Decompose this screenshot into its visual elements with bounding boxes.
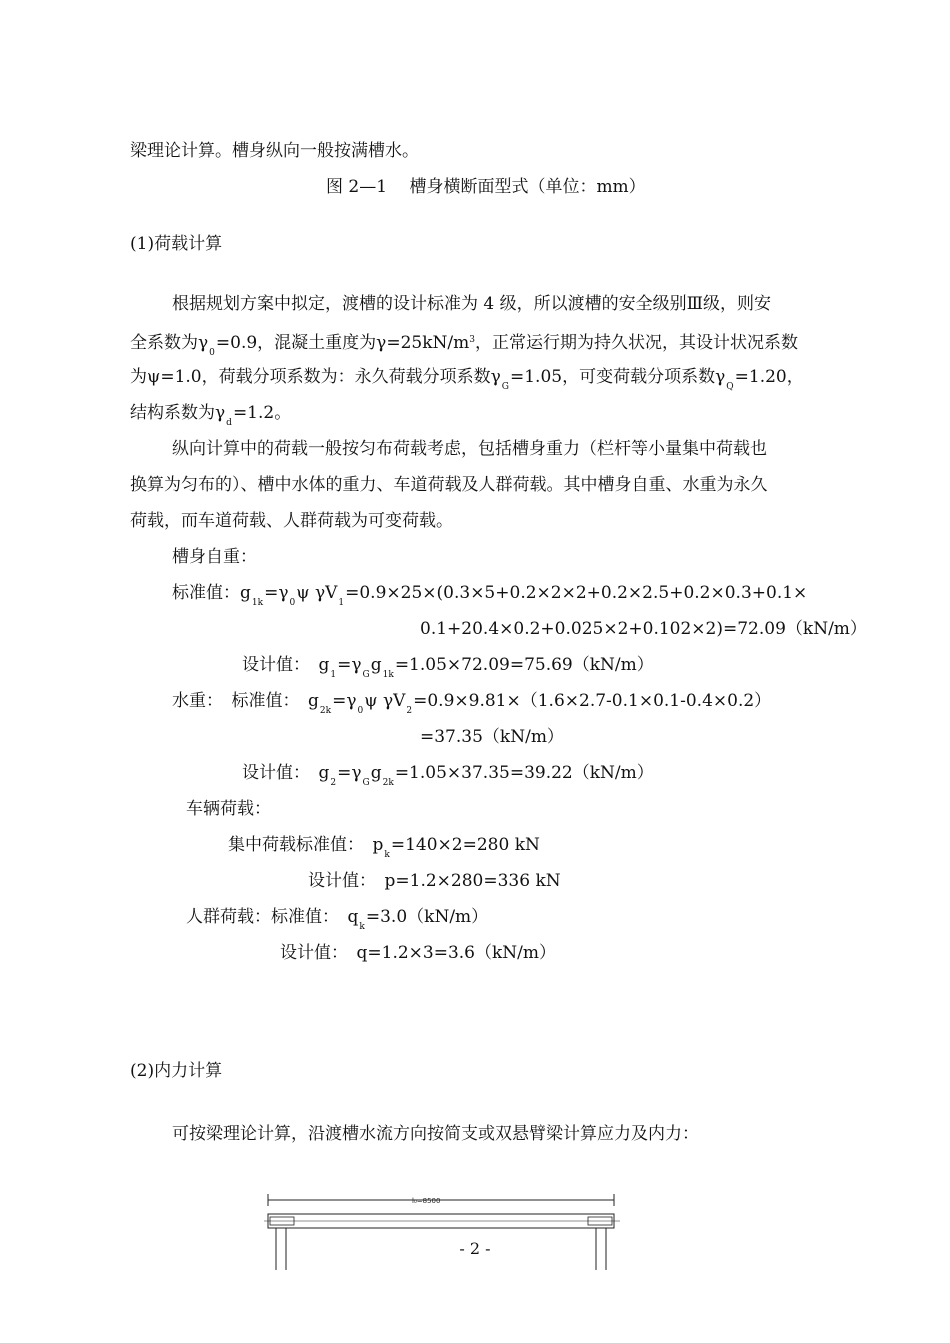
figure-caption: 图 2—1 槽身横断面型式（单位：mm） (326, 177, 646, 197)
paragraph-line: 为ψ=1.0，荷载分项系数为：永久荷载分项系数$\gamma_G=1.05$，可变荷载分项系数$\gamma_Q=1.20$， (130, 367, 804, 392)
subheading: 槽身自重： (172, 547, 257, 567)
section-heading: (1)荷载计算 (130, 234, 223, 254)
formula-line: 标准值：$g_{1k}=\gamma_0\psi$ $\gamma V_1=0.9\times 25\times(0.3\times 5+0.2\times 2\times 2+0.2\times 2.5+0.2\times 0.3+0.1\times$ (172, 583, 808, 608)
paragraph-line: 全系数为$\gamma_0=0.9$，混凝土重度为$\gamma=25kN/m^3$，正常运行期为持久状况，其设计状况系数 (130, 333, 798, 358)
formula-line: 人群荷载：标准值： $q_k=3.0(kN/m)$ (186, 907, 489, 932)
formula-line: 设计值： $g_2=\gamma_Gg_{2k}=1.05\times 37.35=39.22(kN/m)$ (242, 763, 654, 788)
paragraph-line: 荷载，而车道荷载、人群荷载为可变荷载。 (130, 511, 453, 531)
paragraph-line: 纵向计算中的荷载一般按匀布荷载考虑，包括槽身重力（栏杆等小量集中荷载也 (172, 439, 767, 459)
formula-line: 0.1+20.4×0.2+0.025×2+0.102×2)=72.09（kN/m） (420, 619, 867, 639)
paragraph-line: 换算为匀布的）、槽中水体的重力、车道荷载及人群荷载。其中槽身自重、水重为永久 (130, 475, 768, 495)
subheading: 车辆荷载： (186, 799, 271, 819)
page-number: - 2 - (459, 1239, 491, 1258)
span-label: l₀=8500 (412, 1197, 441, 1205)
text-line: 梁理论计算。槽身纵向一般按满槽水。 (130, 141, 419, 161)
formula-line: 集中荷载标准值： $p_k=140\times 2=280$ kN (228, 835, 540, 860)
formula-line: 设计值： p=1.2×280=336 kN (308, 871, 561, 891)
paragraph-line: 结构系数为$\gamma_d=1.2$。 (130, 403, 292, 428)
formula-line: =37.35（kN/m） (420, 727, 564, 747)
section-heading: (2)内力计算 (130, 1061, 223, 1081)
paragraph-line: 可按梁理论计算，沿渡槽水流方向按简支或双悬臂梁计算应力及内力： (172, 1124, 699, 1144)
formula-line: 设计值： q=1.2×3=3.6（kN/m） (280, 943, 557, 963)
formula-line: 水重： 标准值： $g_{2k}=\gamma_0\psi$ $\gamma V_2=0.9\times 9.81\times(1.6\times 2.7-0.1\times 0.1-0.4\times 0.2)$ (172, 691, 772, 716)
formula-line: 设计值： $g_1=\gamma_Gg_{1k}=1.05\times 72.09=75.69(kN/m)$ (242, 655, 654, 680)
paragraph-line: 根据规划方案中拟定，渡槽的设计标准为 4 级，所以渡槽的安全级别Ⅲ级，则安 (172, 294, 772, 314)
